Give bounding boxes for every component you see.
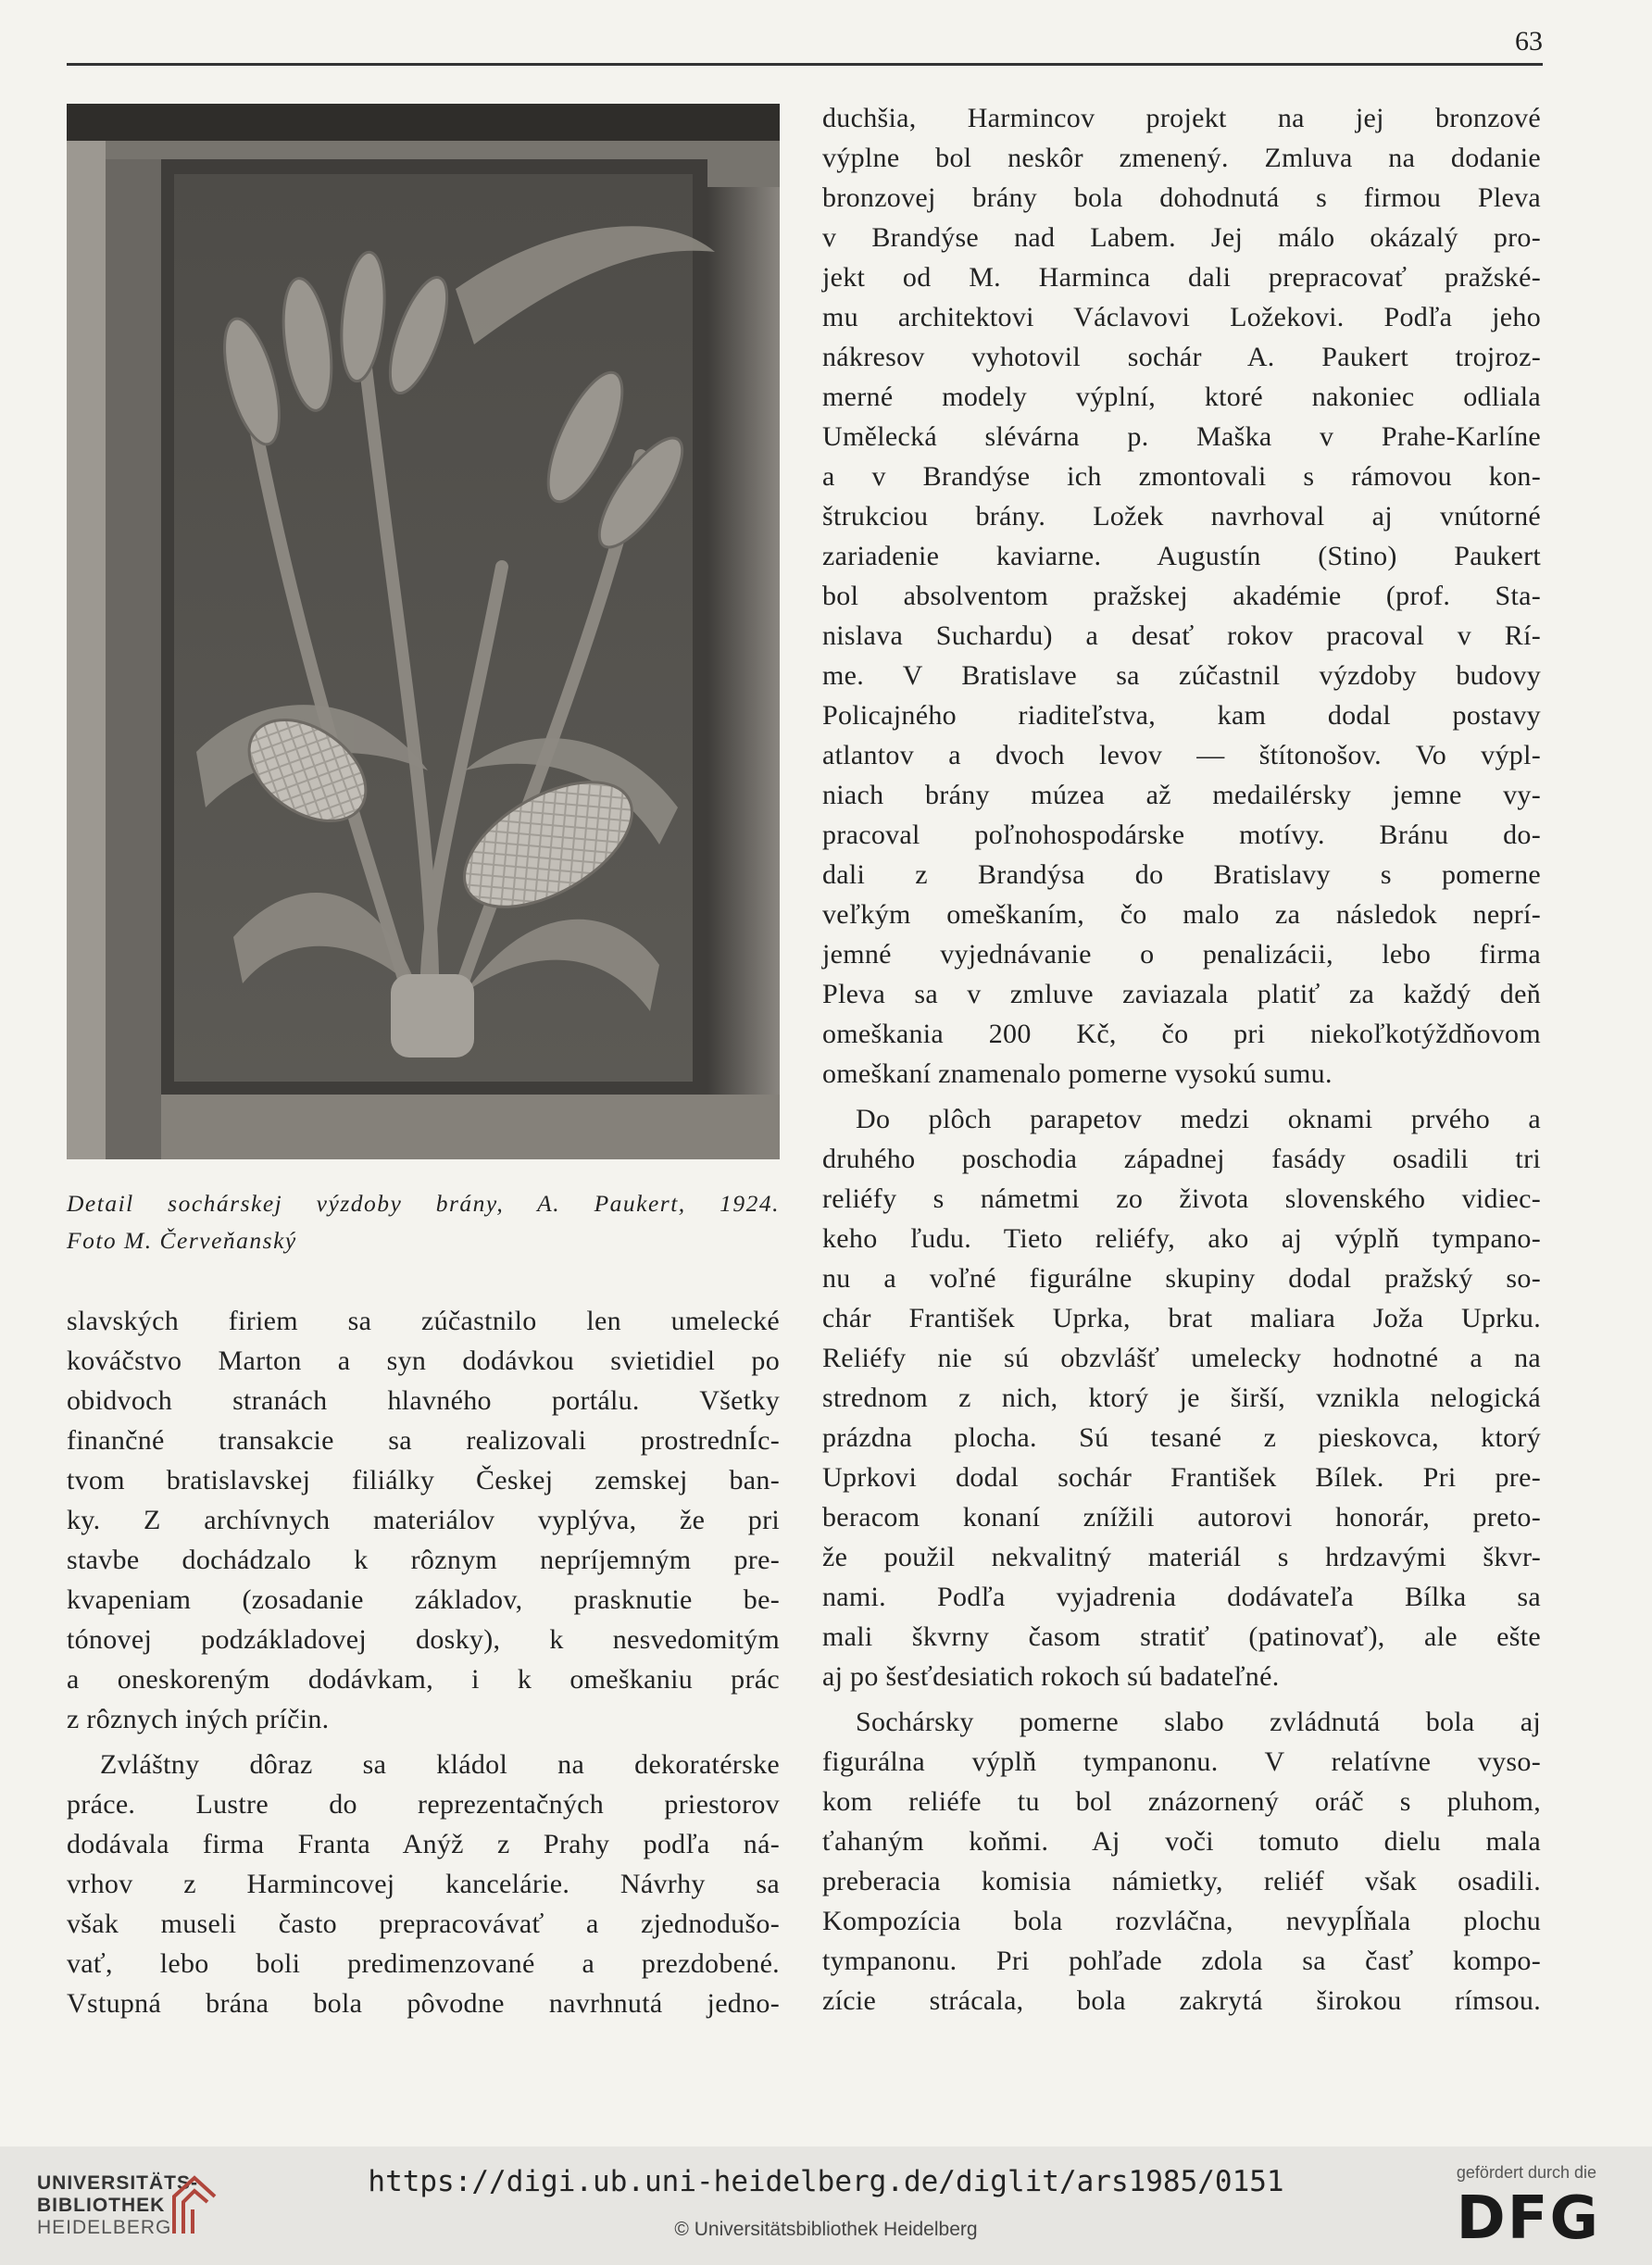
caption-line-2: Foto M. Červeňanský: [67, 1227, 297, 1254]
text-line: z rôznych iných príčin.: [67, 1704, 330, 1734]
library-name-line-1: UNIVERSITÄTS-: [37, 2172, 199, 2194]
text-line: veľkým omeškaním, čo malo za následok neprí-: [822, 899, 1541, 930]
library-name-line-2: BIBLIOTHEK: [37, 2195, 166, 2216]
paragraph: [67, 1301, 780, 1739]
text-line: Zvláštny dôraz sa kládol na dekoratérske: [100, 1749, 780, 1780]
copyright-notice: © Universitätsbibliothek Heidelberg: [674, 2219, 978, 2240]
text-line: tónovej podzákladovej dosky), k nesvedomitým: [67, 1624, 780, 1655]
text-line: keho ľudu. Tieto reliéfy, ako aj výplň tympano-: [822, 1223, 1541, 1254]
caption-line-1: Detail sochárskej výzdoby brány, A. Paukert, 1924.: [67, 1190, 780, 1217]
text-line: v Brandýse nad Labem. Jej málo okázalý pro-: [822, 222, 1541, 253]
text-line: nákresov vyhotovil sochár A. Paukert trojroz-: [822, 342, 1541, 372]
text-line: mu architektovi Václavovi Ložekovi. Podľa jeho: [822, 302, 1541, 332]
text-line: mali škvrny časom stratiť (patinovať), ale ešte: [822, 1621, 1541, 1652]
text-line: omeškaní znamenalo pomerne vysokú sumu.: [822, 1058, 1333, 1089]
text-line: výplne bol neskôr zmenený. Zmluva na dodanie: [822, 143, 1541, 173]
text-line: dodávala firma Franta Anýž z Prahy podľa ná-: [67, 1829, 780, 1859]
paragraph: [822, 98, 1541, 1094]
text-line: tvom bratislavskej filiálky Českej zemskej ban-: [67, 1465, 780, 1495]
text-line: vať, lebo boli predimenzované a prezdobené.: [67, 1948, 780, 1979]
text-line: Kompozícia bola rozvláčna, nevypĺňala plochu: [822, 1906, 1541, 1936]
figure-caption: [67, 1185, 780, 1259]
text-line: kom reliéfe tu bol znázornený oráč s pluhom,: [822, 1786, 1541, 1817]
relief-photograph: [67, 104, 780, 1159]
text-line: obidvoch stranách hlavného portálu. Všetky: [67, 1385, 780, 1416]
paragraph: [67, 1745, 780, 2023]
text-line: zariadenie kaviarne. Augustín (Stino) Paukert: [822, 541, 1541, 571]
page-number: 63: [1515, 26, 1543, 56]
text-line: merné modely výplní, ktoré nakoniec odliala: [822, 382, 1541, 412]
text-line: Do plôch parapetov medzi oknami prvého a: [856, 1104, 1541, 1134]
text-line: kvapeniam (zosadanie základov, prasknutie be-: [67, 1584, 780, 1615]
text-line: omeškania 200 Kč, čo pri niekoľkotýždňovom: [822, 1019, 1541, 1049]
text-line: a v Brandýse ich zmontovali s rámovou kon-: [822, 461, 1541, 492]
relief-illustration: [67, 104, 780, 1159]
text-line: prázdna plocha. Sú tesané z pieskovca, ktorý: [822, 1422, 1541, 1453]
text-line: nu a voľné figurálne skupiny dodal pražský so-: [822, 1263, 1541, 1294]
text-line: jemné vyjednávanie o penalizácii, lebo firma: [822, 939, 1541, 970]
text-line: ťahaným koňmi. Aj voči tomuto dielu mala: [822, 1826, 1541, 1857]
library-name-line-3: HEIDELBERG: [37, 2217, 172, 2238]
text-line: kováčstvo Marton a syn dodávkou svietidiel po: [67, 1345, 780, 1376]
paragraph: [822, 1099, 1541, 1696]
text-line: nami. Podľa vyjadrenia dodávateľa Bílka sa: [822, 1582, 1541, 1612]
document-url-link[interactable]: https://digi.ub.uni-heidelberg.de/diglit/ars1985/0151: [368, 2165, 1284, 2198]
text-line: Policajného riaditeľstva, kam dodal postavy: [822, 700, 1541, 731]
top-rule: [67, 63, 1543, 66]
text-line: me. V Bratislave sa zúčastnil výzdoby budovy: [822, 660, 1541, 691]
text-line: zície strácala, bola zakrytá širokou rímsou.: [822, 1985, 1541, 2016]
text-line: slavských firiem sa zúčastnilo len umelecké: [67, 1306, 780, 1336]
text-line: Uprkovi dodal sochár František Bílek. Pri pre-: [822, 1462, 1541, 1493]
text-line: aj po šesťdesiatich rokoch sú badateľné.: [822, 1661, 1280, 1692]
text-line: beracom konaní znížili autorovi honorár, preto-: [822, 1502, 1541, 1533]
text-line: preberacia komisia námietky, reliéf však osadili.: [822, 1866, 1541, 1896]
funding-note: gefördert durch die: [1456, 2163, 1596, 2182]
text-line: práce. Lustre do reprezentačných priestorov: [67, 1789, 780, 1820]
text-line: niach brány múzea až medailérsky jemne vy-: [822, 780, 1541, 810]
text-line: že použil nekvalitný materiál s hrdzavými škvr-: [822, 1542, 1541, 1572]
text-line: dali z Brandýsa do Bratislavy s pomerne: [822, 859, 1541, 890]
text-line: tympanonu. Pri pohľade zdola sa časť kompo-: [822, 1946, 1541, 1976]
footer-bar: [0, 2146, 1652, 2265]
text-line: štrukciou brány. Ložek navrhoval aj vnútorné: [822, 501, 1541, 532]
text-line: chár František Uprka, brat maliara Joža Uprku.: [822, 1303, 1541, 1333]
text-line: Vstupná brána bola pôvodne navrhnutá jedno-: [67, 1988, 780, 2019]
left-text-column: [67, 1301, 780, 2023]
text-line: strednom z nich, ktorý je širší, vznikla nelogická: [822, 1383, 1541, 1413]
text-line: ky. Z archívnych materiálov vyplýva, že pri: [67, 1505, 780, 1535]
text-line: a oneskoreným dodávkam, i k omeškaniu prác: [67, 1664, 780, 1695]
text-line: bronzovej brány bola dohodnutá s firmou Pleva: [822, 182, 1541, 213]
text-line: vrhov z Harmincovej kancelárie. Návrhy sa: [67, 1869, 780, 1899]
right-text-column: [822, 98, 1541, 2021]
text-line: stavbe dochádzalo k rôznym nepríjemným pre-: [67, 1545, 780, 1575]
paragraph: [822, 1702, 1541, 2021]
text-line: Sochársky pomerne slabo zvládnutá bola aj: [856, 1707, 1541, 1737]
text-line: reliéfy s námetmi zo života slovenského vidiec-: [822, 1183, 1541, 1214]
text-line: jekt od M. Harminca dali prepracovať pražské-: [822, 262, 1541, 293]
text-line: Reliéfy nie sú obzvlášť umelecky hodnotné a na: [822, 1343, 1541, 1373]
text-line: Umělecká slévárna p. Maška v Prahe-Karlíne: [822, 421, 1541, 452]
text-line: bol absolventom pražskej akadémie (prof. Sta-: [822, 581, 1541, 611]
text-line: druhého poschodia západnej fasády osadili tri: [822, 1144, 1541, 1174]
dfg-logo[interactable]: DFG: [1456, 2184, 1600, 2253]
text-line: finančné transakcie sa realizovali prostrednÍc-: [67, 1425, 780, 1456]
text-line: atlantov a dvoch levov — štítonošov. Vo výpl-: [822, 740, 1541, 770]
text-line: pracoval poľnohospodárske motívy. Bránu do-: [822, 820, 1541, 850]
text-line: Pleva sa v zmluve zaviazala platiť za každý deň: [822, 979, 1541, 1009]
text-line: však museli často prepracovávať a zjednodušo-: [67, 1908, 780, 1939]
text-line: nislava Suchardu) a desať rokov pracoval v Rí-: [822, 620, 1541, 651]
text-line: duchšia, Harmincov projekt na jej bronzové: [822, 103, 1541, 133]
text-line: figurálna výplň tympanonu. V relatívne vyso-: [822, 1746, 1541, 1777]
